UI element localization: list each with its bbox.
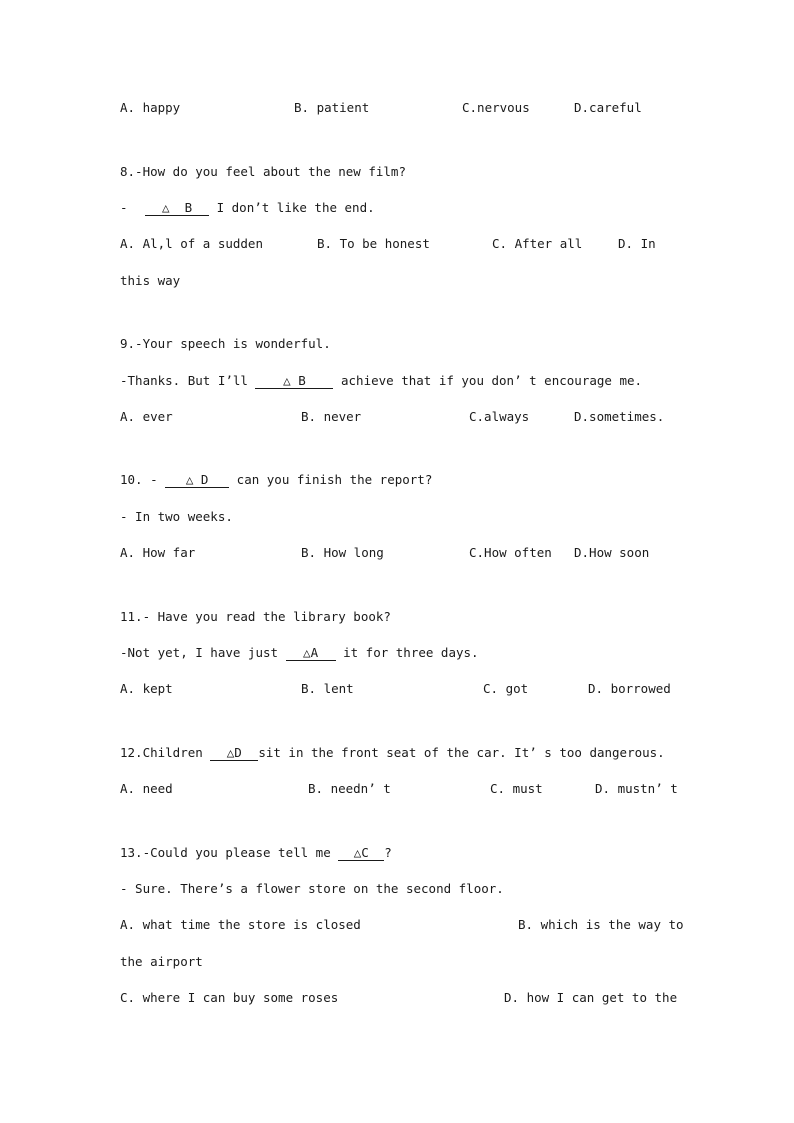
q10-option-a: A. How far [120, 545, 196, 560]
q12-question-blank: △D [210, 745, 258, 761]
q9-option-d: D.sometimes. [574, 409, 665, 424]
q13-option-b: B. which is the way to [518, 917, 684, 932]
q11-option-a: A. kept [120, 681, 173, 696]
q10-option-b: B. How long [301, 545, 384, 560]
q8-answer-blank: △ B [145, 200, 209, 216]
q10-option-c: C.How often [469, 545, 552, 560]
q9-question: 9.-Your speech is wonderful. [120, 336, 331, 351]
q8-answer-line [120, 200, 375, 216]
q9-option-c: C.always [469, 409, 530, 424]
q11-answer-line [120, 645, 479, 661]
q8-answer-prefix: - [120, 200, 136, 215]
q10-question-prefix: 10. - [120, 472, 166, 487]
q11-question: 11.- Have you read the library book? [120, 609, 391, 624]
q13-question-prefix: 13.-Could you please tell me [120, 845, 339, 860]
q7-option-b: B. patient [294, 100, 370, 115]
q9-answer-suffix: achieve that if you don’ t encourage me. [333, 373, 643, 388]
q13-option-a: A. what time the store is closed [120, 917, 361, 932]
q9-option-a: A. ever [120, 409, 173, 424]
q9-option-b: B. never [301, 409, 362, 424]
q7-option-d: D.careful [574, 100, 642, 115]
q9-answer-line [120, 373, 642, 389]
q12-question-line [120, 745, 665, 761]
q12-question-suffix: sit in the front seat of the car. It’ s too dangerous. [258, 745, 665, 760]
q13-question-blank: △C [338, 845, 384, 861]
q13-question-suffix: ? [384, 845, 392, 860]
q8-option-b: B. To be honest [317, 236, 430, 251]
q13-answer: - Sure. There’s a flower store on the second floor. [120, 881, 504, 896]
q9-answer-prefix: -Thanks. But I’ll [120, 373, 256, 388]
q12-question-prefix: 12.Children [120, 745, 211, 760]
q10-question-line [120, 472, 432, 488]
q12-option-d: D. mustn’ t [595, 781, 678, 796]
q8-option-wrap: this way [120, 273, 181, 288]
q11-option-c: C. got [483, 681, 529, 696]
q9-answer-blank: △ B [255, 373, 333, 389]
q13-option-b-wrap: the airport [120, 954, 203, 969]
q8-option-c: C. After all [492, 236, 583, 251]
q7-option-a: A. happy [120, 100, 181, 115]
q12-option-b: B. needn’ t [308, 781, 391, 796]
q10-question-suffix: can you finish the report? [229, 472, 433, 487]
q11-option-b: B. lent [301, 681, 354, 696]
q11-answer-blank: △A [286, 645, 336, 661]
q13-option-d: D. how I can get to the [504, 990, 678, 1005]
q8-question: 8.-How do you feel about the new film? [120, 164, 406, 179]
q13-question-line [120, 845, 392, 861]
q11-answer-suffix: it for three days. [335, 645, 479, 660]
q8-option-d: D. In [618, 236, 656, 251]
q12-option-c: C. must [490, 781, 543, 796]
q12-option-a: A. need [120, 781, 173, 796]
q10-question-blank: △ D [165, 472, 229, 488]
q7-option-c: C.nervous [462, 100, 530, 115]
q8-answer-suffix: I don’t like the end. [209, 200, 375, 215]
q10-option-d: D.How soon [574, 545, 650, 560]
q11-option-d: D. borrowed [588, 681, 671, 696]
q13-option-c: C. where I can buy some roses [120, 990, 339, 1005]
q10-answer: - In two weeks. [120, 509, 233, 524]
q11-answer-prefix: -Not yet, I have just [120, 645, 286, 660]
q8-option-a: A. Al,l of a sudden [120, 236, 263, 251]
